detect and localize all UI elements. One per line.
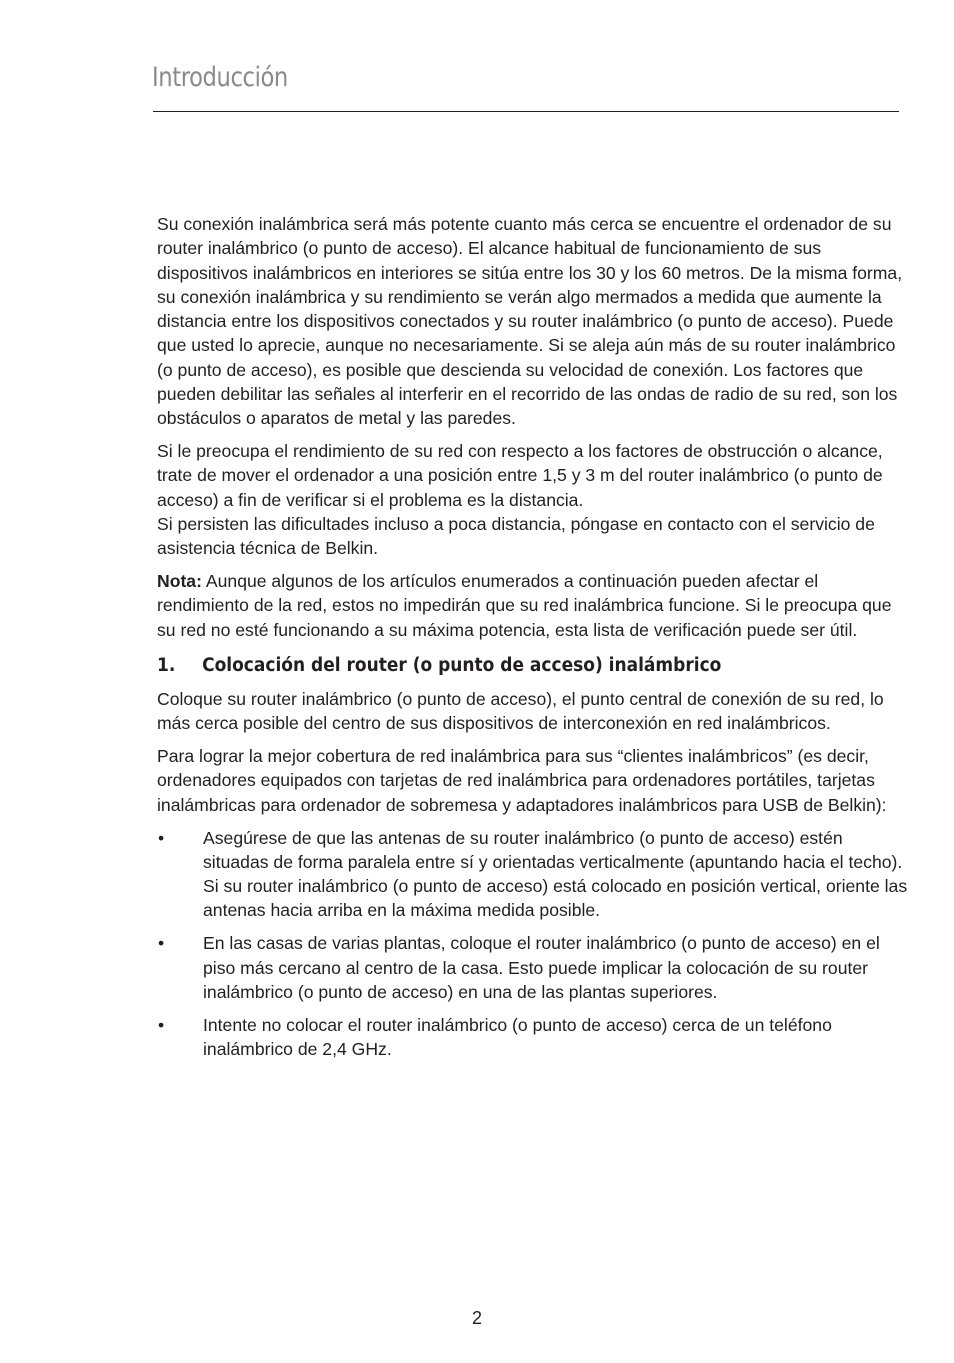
- list-item-text: Asegúrese de que las antenas de su router inalámbrico (o punto de acceso) estén situadas de forma paralela entre sí y orientadas verticalmente (apuntando hacia el techo). Si su router inalámbrico (o punto de acceso) está colocado en posición vertical, oriente las antenas hacia arriba en la máxima medida posible.: [203, 827, 908, 921]
- section-title: Colocación del router (o punto de acceso) inalámbrico: [202, 655, 722, 677]
- page-body: [157, 212, 913, 1070]
- bullet-list: [157, 826, 913, 1062]
- section-number: 1.: [157, 655, 176, 677]
- list-item: [157, 931, 913, 1004]
- note-paragraph: [157, 569, 913, 642]
- list-item: [157, 826, 913, 923]
- page-header-title: Introducción: [152, 62, 288, 93]
- section-paragraph-coverage: Para lograr la mejor cobertura de red inalámbrica para sus “clientes inalámbricos” (es decir, ordenadores equipados con tarjetas de red inalámbrica para ordenadores portátiles, tarjetas inalámbricas para ordenador de sobremesa y adaptadores inalámbricos para USB de Belkin):: [157, 746, 887, 815]
- paragraph-obstruction-line1: Si le preocupa el rendimiento de su red con respecto a los factores de obstrucción o alcance, trate de mover el ordenador a una posición entre 1,5 y 3 m del router inalámbrico (o punto de acceso) a fin de verificar si el problema es la distancia.: [157, 441, 883, 510]
- bullet-marker: •: [158, 827, 165, 848]
- list-item-text: Intente no colocar el router inalámbrico (o punto de acceso) cerca de un teléfono inalámbrico de 2,4 GHz.: [203, 1014, 832, 1059]
- bullet-marker: •: [158, 1014, 165, 1035]
- note-label: Nota:: [157, 571, 202, 592]
- list-item: [157, 1013, 913, 1062]
- paragraph-range: Su conexión inalámbrica será más potente cuanto más cerca se encuentre el ordenador de su router inalámbrico (o punto de acceso). El alcance habitual de funcionamiento de sus dispositivos inalámbricos en interiores se sitúa entre los 30 y los 60 metros. De la misma forma, su conexión inalámbrica y su rendimiento se verán algo mermados a medida que aumente la distancia entre los dispositivos conectados y su router inalámbrico (o punto de acceso). Puede que usted lo aprecie, aunque no necesariamente. Si se aleja aún más de su router inalámbrico (o punto de acceso), es posible que descienda su velocidad de conexión. Los factores que pueden debilitar las señales al interferir en el recorrido de las ondas de radio de su red, son los obstáculos o aparatos de metal y las paredes.: [157, 214, 903, 429]
- section-paragraph-placement: Coloque su router inalámbrico (o punto de acceso), el punto central de conexión de su red, lo más cerca posible del centro de sus dispositivos de interconexión en red inalámbricos.: [157, 689, 884, 734]
- list-item-text: En las casas de varias plantas, coloque el router inalámbrico (o punto de acceso) en el piso más cercano al centro de la casa. Esto puede implicar la colocación de su router inalámbrico (o punto de acceso) en una de las plantas superiores.: [203, 933, 880, 1002]
- paragraph-obstruction: [157, 439, 913, 560]
- paragraph-obstruction-line2: Si persisten las dificultades incluso a poca distancia, póngase en contacto con el servicio de asistencia técnica de Belkin.: [157, 514, 875, 559]
- section-heading: [157, 654, 853, 678]
- page-number: 2: [471, 1308, 482, 1328]
- bullet-marker: •: [158, 933, 165, 954]
- header-divider: [153, 111, 899, 112]
- note-text: Aunque algunos de los artículos enumerados a continuación pueden afectar el rendimiento de la red, estos no impedirán que su red inalámbrica funcione. Si le preocupa que su red no esté funcionando a su máxima potencia, esta lista de verificación puede ser útil.: [157, 571, 892, 640]
